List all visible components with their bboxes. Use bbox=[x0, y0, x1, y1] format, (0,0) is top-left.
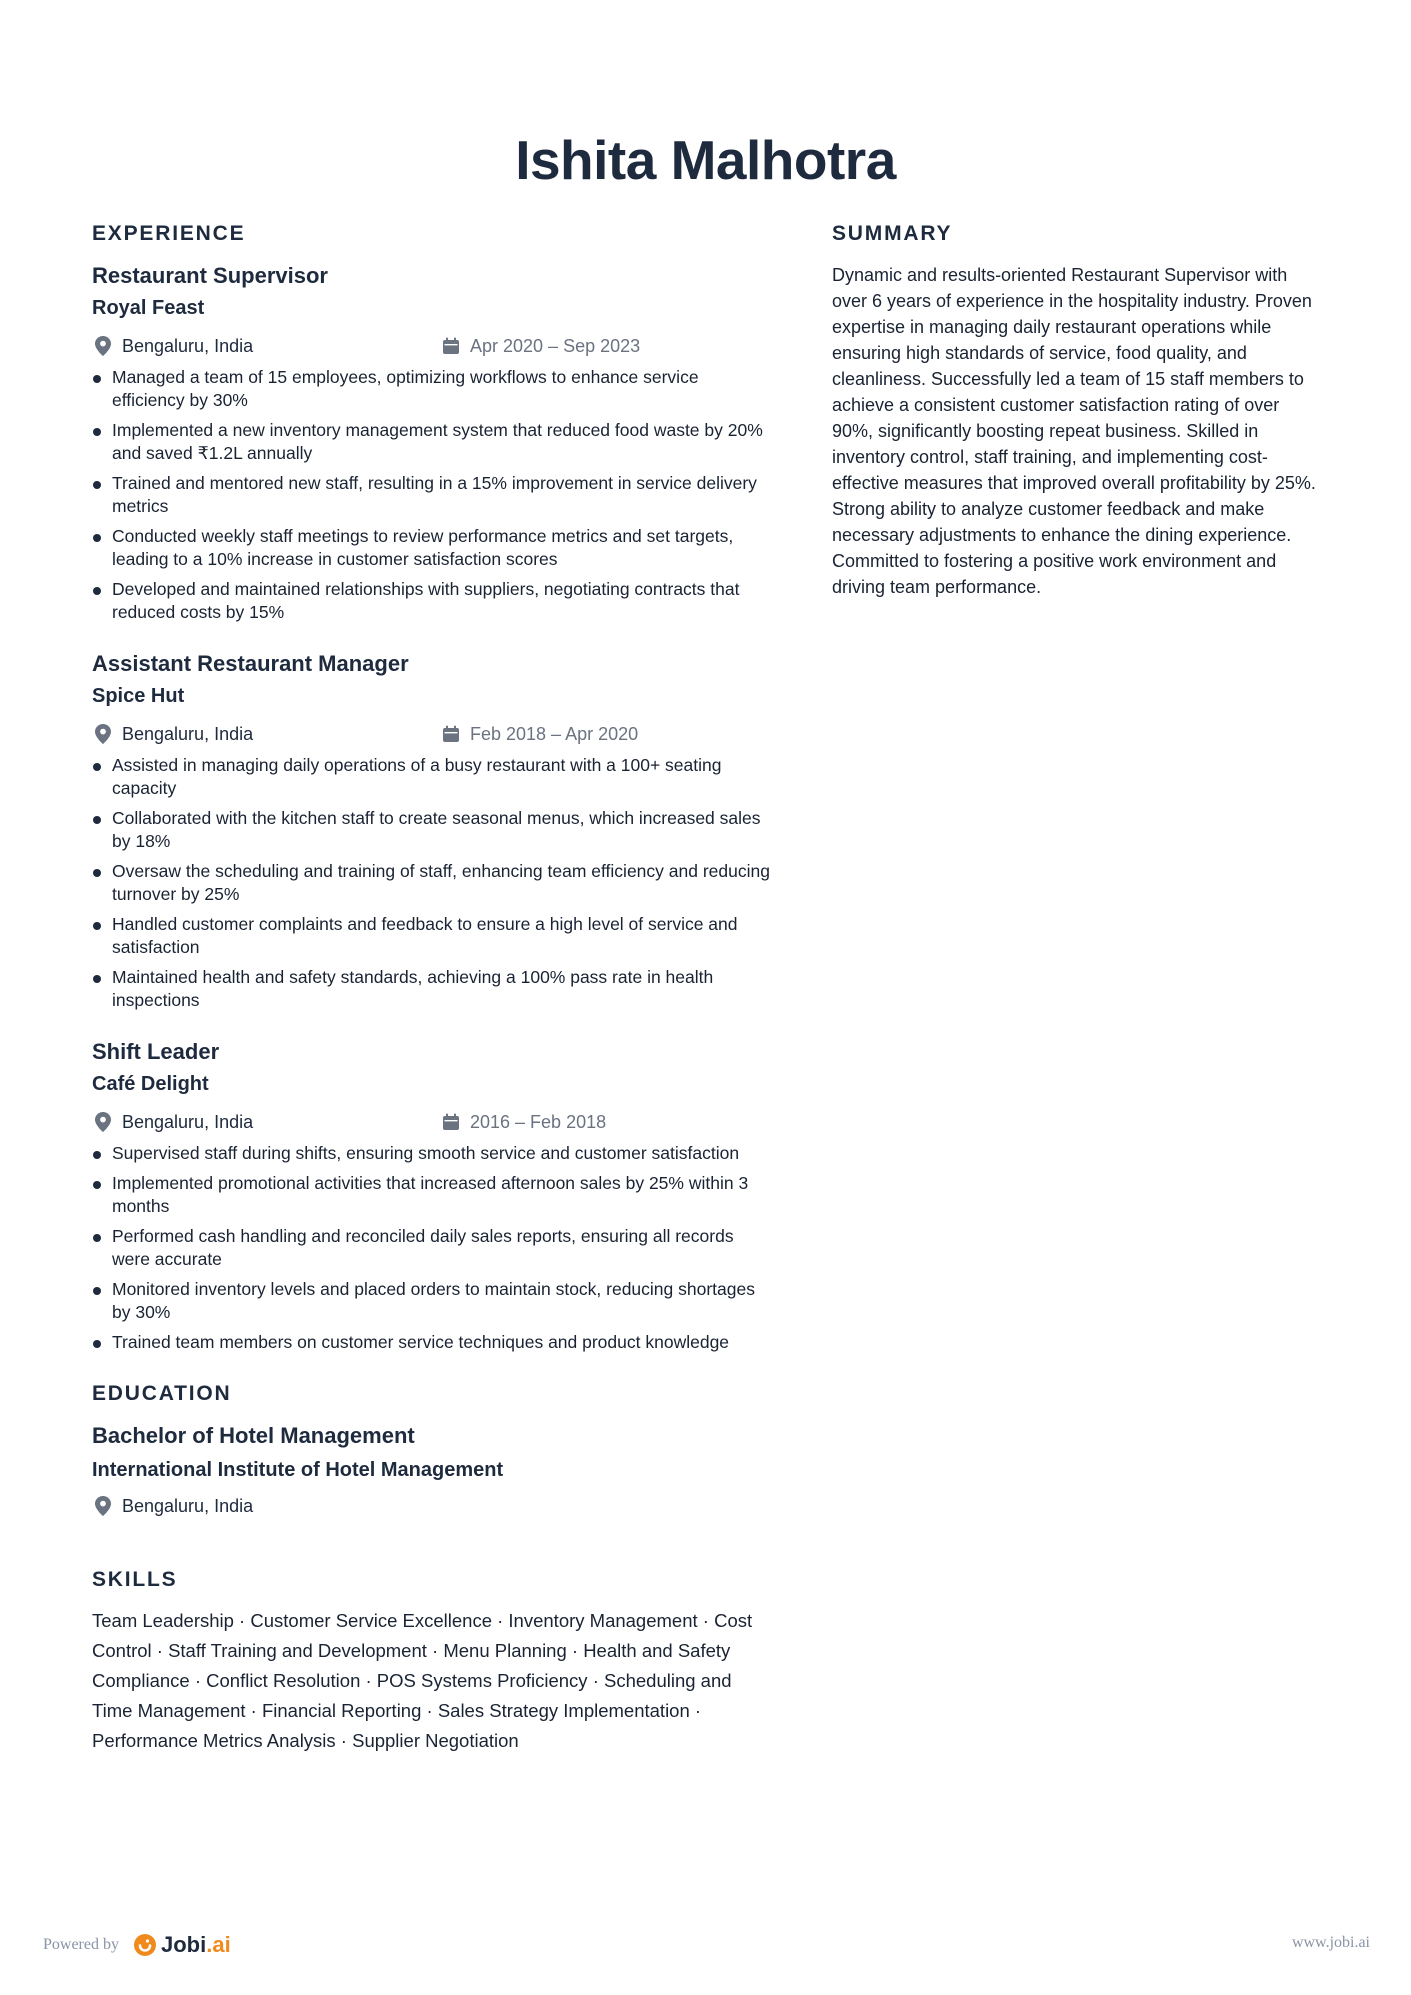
candidate-name: Ishita Malhotra bbox=[515, 129, 896, 191]
map-pin-icon bbox=[92, 723, 114, 745]
dates-text: Feb 2018 – Apr 2020 bbox=[470, 723, 639, 744]
experience-heading: EXPERIENCE bbox=[92, 222, 246, 245]
job-entry bbox=[92, 648, 772, 1012]
bullet-item: Managed a team of 15 employees, optimizing workflows to enhance service efficiency by 30% bbox=[92, 366, 772, 412]
bullet-item: Monitored inventory levels and placed orders to maintain stock, reducing shortages by 30% bbox=[92, 1278, 772, 1324]
education-location bbox=[92, 1495, 440, 1517]
left-column bbox=[92, 222, 772, 1756]
bullet-item: Trained team members on customer service techniques and product knowledge bbox=[92, 1331, 772, 1354]
location-text: Bengaluru, India bbox=[122, 1111, 254, 1132]
summary-text: Dynamic and results-oriented Restaurant Supervisor with over 6 years of experience in the hospitality industry. Proven expertise in managing daily restaurant operations while ensuring high standards of service, food quality, and cleanliness. Successfully led a team of 15 staff members to achieve a consistent customer satisfaction rating of over 90%, significantly boosting repeat business. Skilled in inventory control, staff training, and implementing cost-effective measures that improved overall profitability by 25%. Strong ability to analyze customer feedback and make necessary adjustments to enhance the dining experience. Committed to fostering a positive work environment and driving team performance. bbox=[832, 265, 1316, 597]
education-heading: EDUCATION bbox=[92, 1382, 232, 1405]
location-text: Bengaluru, India bbox=[122, 1495, 254, 1516]
job-dates bbox=[440, 723, 638, 745]
bullet-item: Assisted in managing daily operations of a busy restaurant with a 100+ seating capacity bbox=[92, 754, 772, 800]
job-title: Assistant Restaurant Manager bbox=[92, 651, 409, 676]
company-name: Royal Feast bbox=[92, 297, 205, 319]
calendar-icon bbox=[440, 1111, 462, 1133]
job-location bbox=[92, 335, 440, 357]
job-location bbox=[92, 1111, 440, 1133]
location-text: Bengaluru, India bbox=[122, 335, 254, 356]
job-entry bbox=[92, 1036, 772, 1354]
job-meta bbox=[92, 718, 772, 750]
job-bullets bbox=[92, 754, 772, 1012]
bullet-item: Implemented a new inventory management system that reduced food waste by 20% and saved ₹1.2L annually bbox=[92, 419, 772, 465]
experience-list bbox=[92, 260, 772, 1354]
job-entry bbox=[92, 260, 772, 624]
education-meta bbox=[92, 1490, 772, 1522]
powered-by-label: Powered by bbox=[43, 1936, 119, 1953]
job-title: Restaurant Supervisor bbox=[92, 263, 328, 288]
bullet-item: Handled customer complaints and feedback to ensure a high level of service and satisfaction bbox=[92, 913, 772, 959]
skills-list: Team Leadership · Customer Service Excellence · Inventory Management · Cost Control · Staff Training and Development · Menu Planning · Health and Safety Compliance · Conflict Resolution · POS Systems Proficiency · Scheduling and Time Management · Financial Reporting · Sales Strategy Implementation · Performance Metrics Analysis · Supplier Negotiation bbox=[92, 1610, 753, 1751]
jobi-brand[interactable] bbox=[133, 1932, 231, 1958]
bullet-item: Oversaw the scheduling and training of staff, enhancing team efficiency and reducing turnover by 25% bbox=[92, 860, 772, 906]
calendar-icon bbox=[440, 723, 462, 745]
bullet-item: Maintained health and safety standards, achieving a 100% pass rate in health inspections bbox=[92, 966, 772, 1012]
brand-main: Jobi bbox=[160, 1932, 207, 1957]
company-name: Spice Hut bbox=[92, 685, 185, 707]
bullet-item: Performed cash handling and reconciled daily sales reports, ensuring all records were accurate bbox=[92, 1225, 772, 1271]
right-column bbox=[832, 222, 1322, 600]
job-dates bbox=[440, 335, 640, 357]
footer-url[interactable]: www.jobi.ai bbox=[1291, 1934, 1370, 1951]
powered-by bbox=[43, 1932, 231, 1958]
job-location bbox=[92, 723, 440, 745]
skills-heading: SKILLS bbox=[92, 1568, 178, 1591]
bullet-item: Conducted weekly staff meetings to review performance metrics and set targets, leading to a 10% increase in customer satisfaction scores bbox=[92, 525, 772, 571]
summary-heading: SUMMARY bbox=[832, 222, 953, 245]
job-bullets bbox=[92, 1142, 772, 1354]
jobi-logo-icon bbox=[133, 1933, 157, 1957]
dates-text: 2016 – Feb 2018 bbox=[470, 1111, 607, 1132]
company-name: Café Delight bbox=[92, 1073, 209, 1095]
map-pin-icon bbox=[92, 335, 114, 357]
job-meta bbox=[92, 330, 772, 362]
location-text: Bengaluru, India bbox=[122, 723, 254, 744]
bullet-item: Developed and maintained relationships with suppliers, negotiating contracts that reduced costs by 15% bbox=[92, 578, 772, 624]
bullet-item: Supervised staff during shifts, ensuring smooth service and customer satisfaction bbox=[92, 1142, 772, 1165]
job-title: Shift Leader bbox=[92, 1039, 220, 1064]
calendar-icon bbox=[440, 335, 462, 357]
job-dates bbox=[440, 1111, 606, 1133]
dates-text: Apr 2020 – Sep 2023 bbox=[470, 335, 641, 356]
job-bullets bbox=[92, 366, 772, 624]
bullet-item: Implemented promotional activities that increased afternoon sales by 25% within 3 months bbox=[92, 1172, 772, 1218]
education-entry bbox=[92, 1420, 772, 1522]
school-name: International Institute of Hotel Management bbox=[92, 1459, 504, 1481]
map-pin-icon bbox=[92, 1495, 114, 1517]
brand-suffix: .ai bbox=[206, 1932, 231, 1957]
map-pin-icon bbox=[92, 1111, 114, 1133]
bullet-item: Collaborated with the kitchen staff to create seasonal menus, which increased sales by 18% bbox=[92, 807, 772, 853]
job-meta bbox=[92, 1106, 772, 1138]
degree-title: Bachelor of Hotel Management bbox=[92, 1423, 415, 1448]
bullet-item: Trained and mentored new staff, resulting in a 15% improvement in service delivery metrics bbox=[92, 472, 772, 518]
